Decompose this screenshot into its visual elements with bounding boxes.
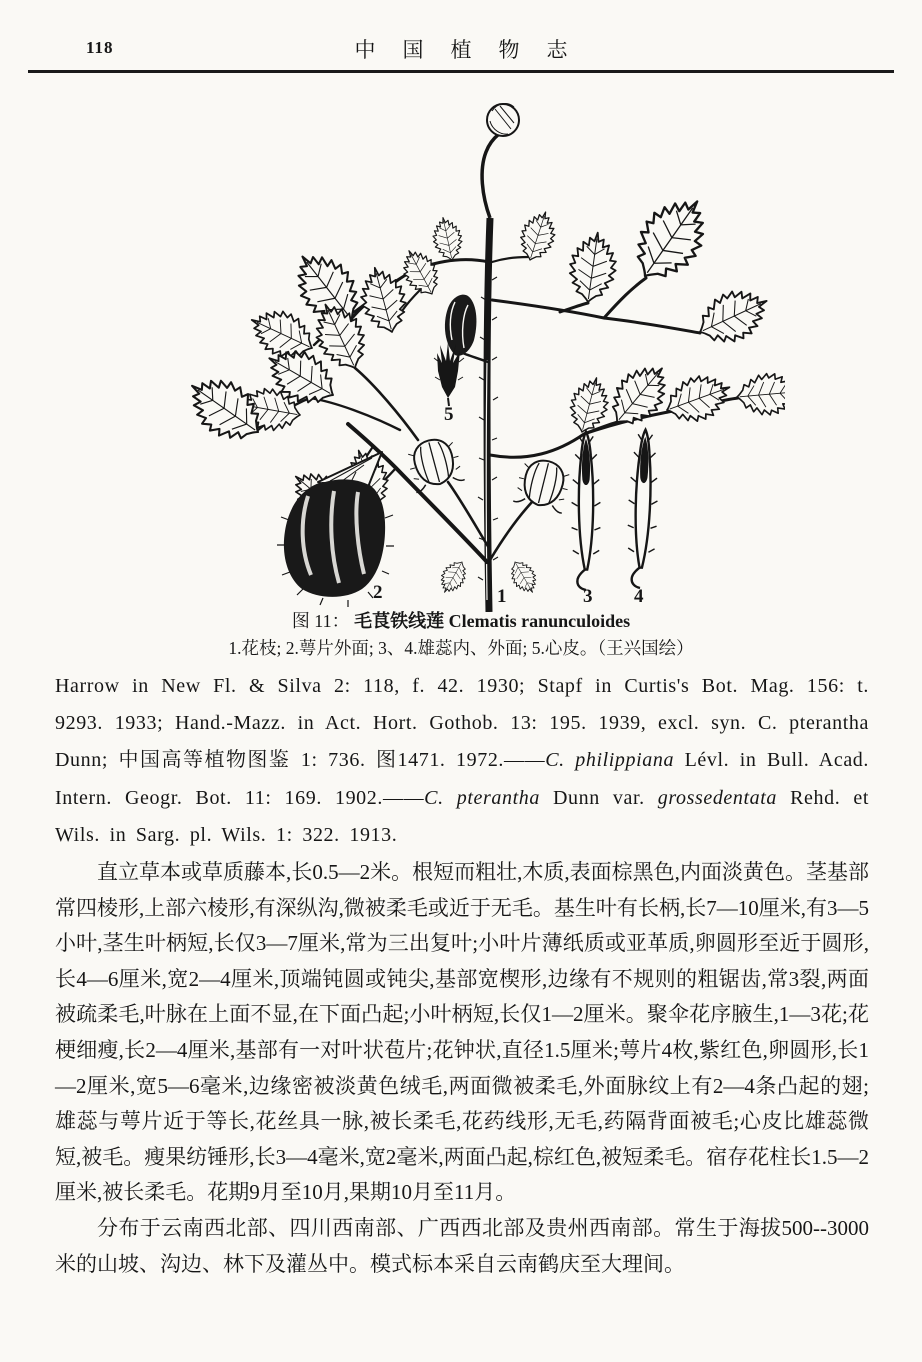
figure-number: 图 11： [291,611,350,631]
header-rule [28,70,894,73]
taxonomic-citation: Harrow in New Fl. & Silva 2: 118, f. 42. 1930; Stapf in Curtis's Bot. Mag. 156: t. 9293. 1933; Hand.-Mazz. in Act. Hort. Gothob. 13: 195. 1939, excl. syn. C. pterantha Dunn; 中国高等植物图鉴 1: 736. 图1471. 1972.——C. philippiana Lévl. in Bull. Acad. Intern. Geogr. Bot. 11: 169. 1902.——C. pterantha Dunn var. grossedentata Rehd. et Wils. in Sarg. pl. Wils. 1: 322. 1913. [55,675,869,846]
figure-legend: 1.花枝; 2.萼片外面; 3、4.雄蕊内、外面; 5.心皮。（王兴国绘） [228,638,694,658]
botanical-illustration [85,92,785,612]
figure-label-3: 3 [583,586,593,607]
figure-caption [0,609,922,661]
figure-caption-title [0,609,922,634]
page-number: 118 [86,38,114,57]
figure-label-4: 4 [634,586,644,607]
figure-label-2: 2 [373,582,383,603]
stamens-drawing [572,429,660,590]
flower-bud-drawing [482,104,519,218]
description-paragraph: 直立草本或草质藤本,长0.5—2米。根短而粗壮,木质,表面棕黑色,内面淡黄色。茎基部常四棱形,上部六棱形,有深纵沟,微被柔毛或近于无毛。基生叶有长柄,长7—10厘米,有3—5小叶,茎生叶柄短,长仅3—7厘米,常为三出复叶;小叶片薄纸质或亚革质,卵圆形至近于圆形,长4—6厘米,宽2—4厘米,顶端钝圆或钝尖,基部宽楔形,边缘有不规则的粗锯齿,常3裂,两面被疏柔毛,叶脉在上面不显,在下面凸起;小叶柄短,长仅1—2厘米。聚伞花序腋生,1—3花;花梗细瘦,长2—4厘米,基部有一对叶状苞片;花钟状,直径1.5厘米;萼片4枚,紫红色,卵圆形,长1—2厘米,宽5—6毫米,边缘密被淡黄色绒毛,两面微被柔毛,外面脉纹上有2—4条凸起的翅;雄蕊与萼片近于等长,花丝具一脉,被长柔毛,花药线形,无毛,药隔背面被毛;心皮比雄蕊微短,被毛。瘦果纺锤形,长3—4毫米,宽2毫米,两面凸起,棕红色,被短柔毛。宿存花柱长1.5—2厘米,被长柔毛。花期9月至10月,果期10月至11月。 [55,860,869,1205]
description-text [55,855,869,1282]
figure-name-cn: 毛茛铁线莲 [354,611,445,631]
book-title: 中国植物志 [354,38,595,62]
figure-label-1: 1 [497,586,507,607]
distribution-paragraph: 分布于云南西北部、四川西南部、广西西北部及贵州西南部。常生于海拔500--3000米的山坡、沟边、林下及灌丛中。模式标本采自云南鹤庆至大理间。 [55,1215,869,1276]
figure-label-5: 5 [444,404,454,425]
figure-name-latin: Clematis ranunculoides [448,611,631,631]
